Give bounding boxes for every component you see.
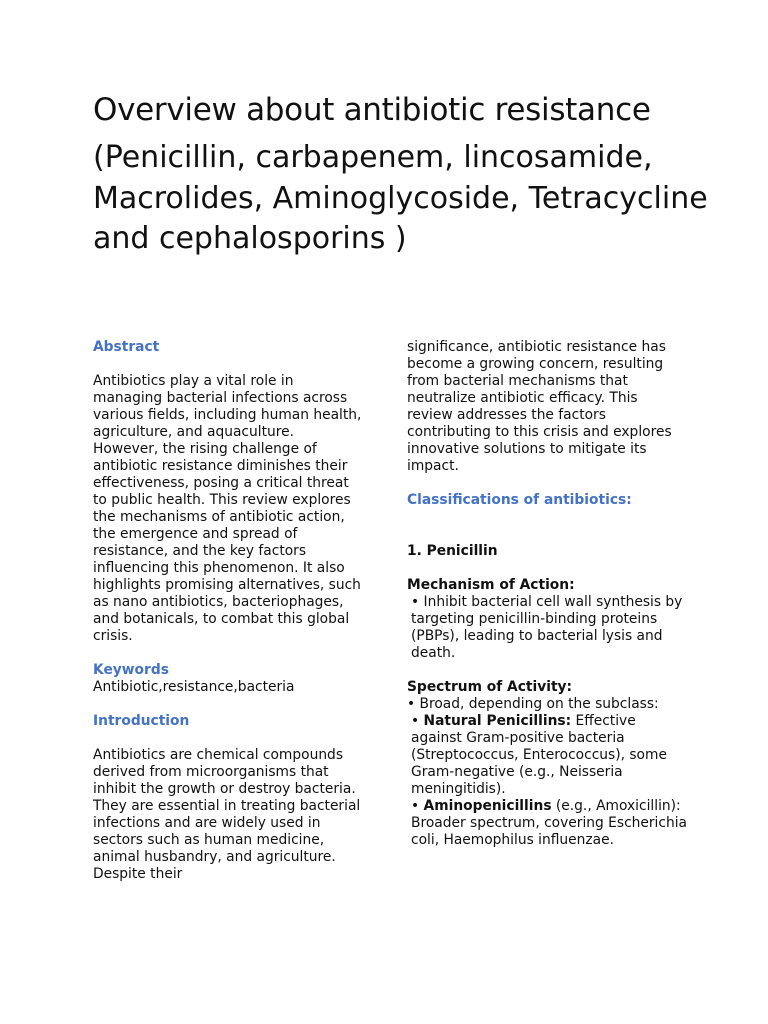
abstract-heading: Abstract [93, 339, 160, 355]
right-column [407, 339, 687, 849]
keywords-heading: Keywords [93, 662, 169, 678]
introduction-continued-text: significance, antibiotic resistance has become a growing concern, resulting from bacterial mechanisms that neutralize antibiotic efficacy. This review addresses the factors contributing to this crisis and explores innovative solutions to mitigate its impact. [407, 339, 672, 474]
aminopenicillins-bullet [407, 798, 687, 849]
natural-bullet-mark: • [411, 713, 420, 729]
introduction-heading: Introduction [93, 713, 190, 729]
natural-penicillins-bullet [407, 713, 687, 798]
keywords-text: Antibiotic,resistance,bacteria [93, 679, 295, 695]
natural-penicillins-label: Natural Penicillins: [423, 713, 572, 729]
title-antibiotic-list: (Penicillin, carbapenem, lincosamide, Macrolides, Aminoglycoside, Tetracycline and cephalosporins ) [93, 140, 708, 256]
introduction-text: Antibiotics are chemical compounds derived from microorganisms that inhibit the growth or destroy bacteria. They are essential in treating bacterial infections and are widely used in sectors such as human medicine, animal husbandry, and agriculture. Despite their [93, 747, 361, 882]
penicillin-section-heading: 1. Penicillin [407, 543, 498, 559]
spectrum-heading: Spectrum of Activity: [407, 679, 573, 695]
mechanism-bullet: • Inhibit bacterial cell wall synthesis by targeting penicillin-binding proteins (PBPs), leading to bacterial lysis and death. [411, 594, 683, 661]
aminopenicillins-text: (e.g., Amoxicillin): Broader spectrum, covering Escherichia coli, Haemophilus influenzae. [411, 798, 688, 848]
document-title [93, 88, 733, 260]
natural-penicillins-text: Effective against Gram-positive bacteria (Streptococcus, Enterococcus), some Gram-negative (e.g., Neisseria meningitidis). [411, 713, 667, 797]
mechanism-heading: Mechanism of Action: [407, 577, 575, 593]
abstract-text: Antibiotics play a vital role in managing bacterial infections across various fields, including human health, agriculture, and aquaculture. However, the rising challenge of antibiotic resistance diminishes their effectiveness, posing a critical threat to public health. This review explores the mechanisms of antibiotic action, the emergence and spread of resistance, and the key factors influencing this phenomenon. It also highlights promising alternatives, such as nano antibiotics, bacteriophages, and botanicals, to combat this global crisis. [93, 373, 362, 644]
amino-bullet-mark: • [411, 798, 420, 814]
spectrum-intro: • Broad, depending on the subclass: [407, 696, 659, 712]
title-main-line: Overview about antibiotic resistance [93, 92, 651, 128]
aminopenicillins-label: Aminopenicillins [423, 798, 552, 814]
classifications-heading: Classifications of antibiotics: [407, 492, 632, 508]
left-column [93, 339, 363, 883]
